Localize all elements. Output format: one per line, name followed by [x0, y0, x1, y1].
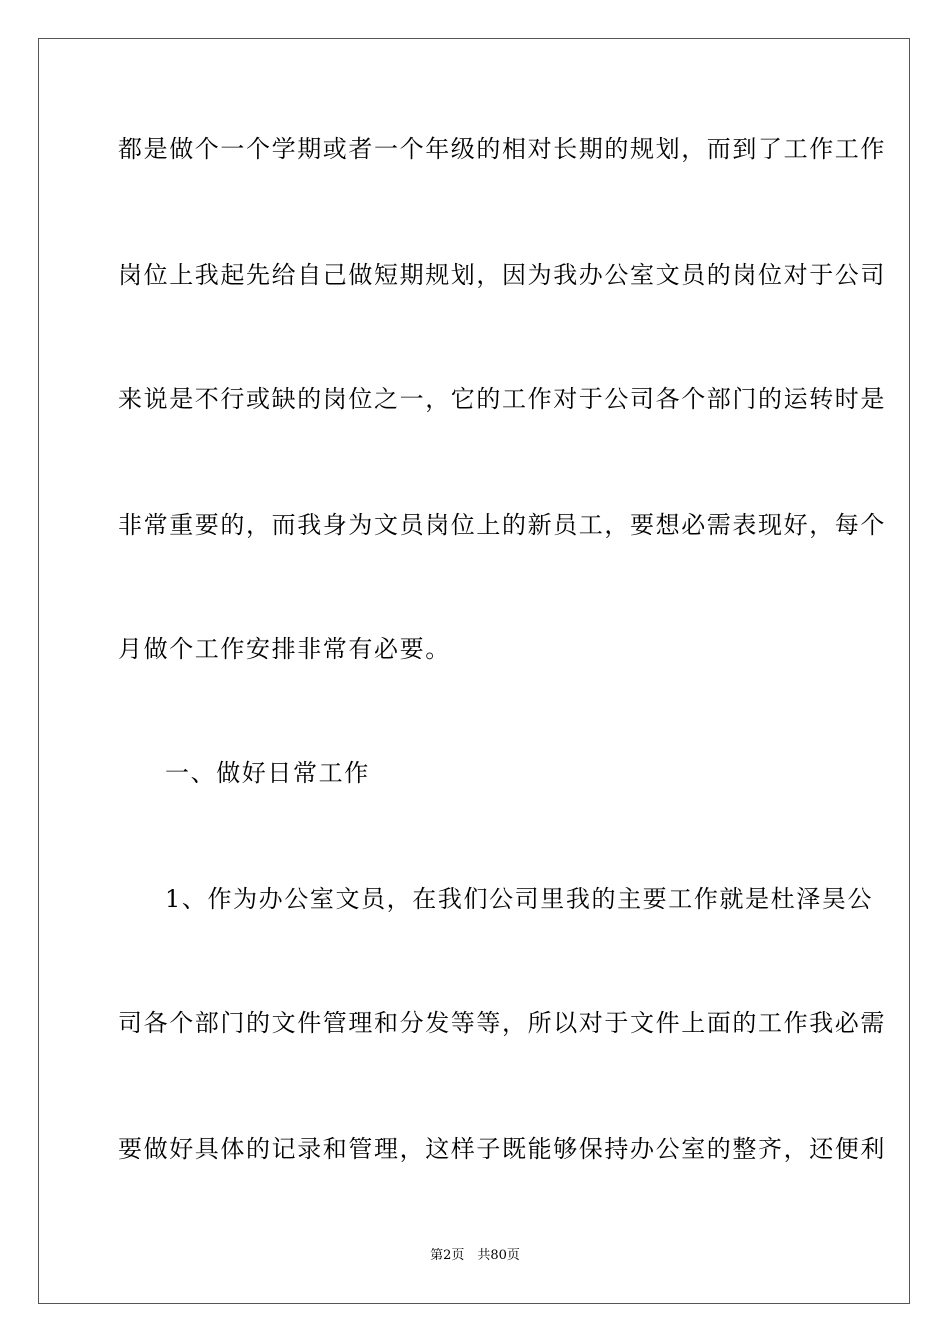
page-border: [38, 38, 910, 1304]
page-number-footer: 第2页 共80页: [430, 1248, 520, 1263]
paragraph-line: 来说是不行或缺的岗位之一，它的工作对于公司各个部门的运转时是: [118, 385, 886, 413]
paragraph-line: 都是做个一个学期或者一个年级的相对长期的规划，而到了工作工作: [118, 135, 886, 163]
list-item-line: 要做好具体的记录和管理，这样子既能够保持办公室的整齐，还便利: [118, 1135, 886, 1163]
paragraph-line: 岗位上我起先给自己做短期规划，因为我办公室文员的岗位对于公司: [118, 261, 886, 289]
list-item-line: 1、作为办公室文员，在我们公司里我的主要工作就是杜泽昊公: [165, 885, 874, 913]
paragraph-line: 非常重要的，而我身为文员岗位上的新员工，要想必需表现好，每个: [118, 511, 886, 539]
paragraph-line: 月做个工作安排非常有必要。: [118, 635, 451, 663]
list-item-line: 司各个部门的文件管理和分发等等，所以对于文件上面的工作我必需: [118, 1009, 886, 1037]
section-heading: 一、做好日常工作: [165, 759, 370, 787]
